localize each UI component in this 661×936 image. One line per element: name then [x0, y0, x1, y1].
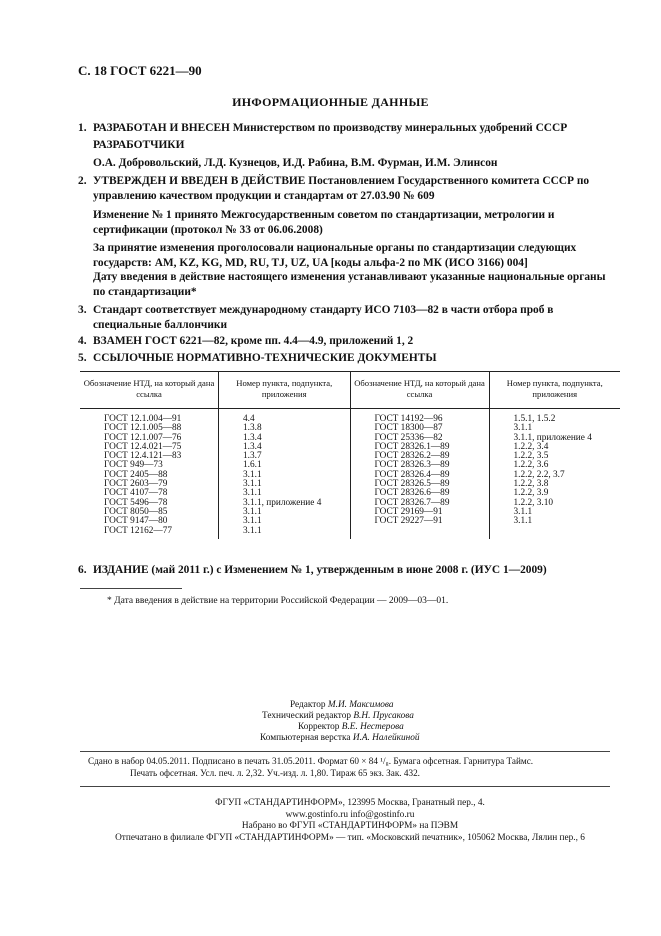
table-body-row [80, 409, 620, 539]
ntd-clause-right: 1.2.2, 3.6 [513, 460, 549, 471]
ntd-designation-right: ГОСТ 28326.4—89 [374, 469, 450, 480]
ntd-clause-right: 1.2.2, 3.4 [513, 441, 549, 452]
right-doc-column [350, 409, 489, 539]
developers-names: О.А. Добровольский, Л.Д. Кузнецов, И.Д. Рабина, В.М. Фурман, И.М. Элинсон [93, 157, 498, 169]
left-doc-column [80, 409, 219, 539]
ntd-clause-left: 1.3.4 [243, 441, 262, 452]
ntd-designation-right: ГОСТ 18300—87 [374, 423, 443, 434]
item-4 [78, 334, 618, 349]
ntd-designation-right: ГОСТ 28326.1—89 [374, 441, 450, 452]
ntd-designation-left: ГОСТ 2603—79 [104, 479, 168, 490]
ntd-clause-left: 3.1.1 [243, 488, 262, 499]
ntd-designation-right: ГОСТ 28326.6—89 [374, 488, 450, 499]
layout-line: Компьютерная верстка И.А. Налейкиной [260, 733, 420, 743]
pub-rule-bottom [80, 786, 610, 787]
ntd-clause-right: 1.2.2, 3.5 [513, 451, 549, 462]
table-header-row [80, 372, 620, 409]
ntd-clause-left: 1.3.8 [243, 423, 262, 434]
editor-line: Редактор М.И. Максимова [290, 700, 394, 710]
ntd-clause-right: 3.1.1 [513, 423, 533, 434]
ntd-clause-right: 1.2.2, 2.2, 3.7 [513, 469, 565, 480]
ntd-designation-left: ГОСТ 4107—78 [104, 488, 168, 499]
ntd-designation-left: ГОСТ 12.1.007—76 [104, 432, 182, 443]
ntd-designation-right: ГОСТ 28326.3—89 [374, 460, 450, 471]
ntd-clause-left: 1.3.4 [243, 432, 262, 443]
ntd-designation-left: ГОСТ 2405—88 [104, 469, 168, 480]
ntd-clause-left: 3.1.1, приложение 4 [243, 497, 322, 508]
date-note: Дату введения в действие настоящего изменения устанавливают указанные национальные органы по стандартизации* [93, 271, 606, 298]
item-6-number: 6. [78, 564, 87, 576]
ntd-designation-left: ГОСТ 12.1.005—88 [104, 423, 182, 434]
ntd-designation-left: ГОСТ 9147—80 [104, 516, 168, 527]
ntd-designation-right: ГОСТ 25336—82 [374, 432, 443, 443]
left-item-column [219, 409, 351, 539]
ntd-designation-left: ГОСТ 8050—85 [104, 506, 168, 517]
ntd-designation-right: ГОСТ 29169—91 [374, 506, 443, 517]
change-note: Изменение № 1 принято Межгосударственным советом по стандартизации, метрологии и сертификации (протокол № 33 от 06.06.2008) [93, 209, 555, 236]
ntd-clause-left: 1.3.7 [243, 451, 262, 462]
col-header-doc-left: Обозначение НТД, на который дана ссылка [80, 372, 219, 409]
ntd-clause-left: 3.1.1 [243, 525, 262, 536]
reference-docs-table [80, 371, 620, 539]
ntd-clause-right: 3.1.1, приложение 4 [513, 432, 592, 443]
ntd-designation-right: ГОСТ 28326.7—89 [374, 497, 450, 508]
ntd-designation-right: ГОСТ 14192—96 [374, 414, 443, 424]
ntd-clause-right: 1.2.2, 3.8 [513, 479, 549, 490]
item-6 [78, 563, 618, 578]
corrector-line: Корректор В.Е. Нестерова [298, 722, 404, 732]
item-2-number: 2. [78, 175, 87, 187]
col-header-item-left: Номер пункта, подпункта, приложения [219, 372, 351, 409]
ntd-designation-right: ГОСТ 28326.2—89 [374, 451, 450, 462]
ntd-clause-right: 1.2.2, 3.9 [513, 488, 549, 499]
ntd-designation-left: ГОСТ 5496—78 [104, 497, 168, 508]
item-3-text: Стандарт соответствует международному стандарту ИСО 7103—82 в части отбора проб в специальные баллончики [93, 304, 554, 331]
ntd-designation-left: ГОСТ 12162—77 [104, 525, 173, 536]
ntd-designation-left: ГОСТ 949—73 [104, 460, 163, 471]
item-1 [78, 121, 618, 136]
publisher-line-4: Отпечатано в филиале ФГУП «СТАНДАРТИНФОРМ» — тип. «Московский печатник», 105062 Москва, Лялин пер., 6 [115, 832, 585, 843]
item-3 [78, 303, 618, 333]
publishing-info [88, 755, 608, 779]
developers-heading: РАЗРАБОТЧИКИ [93, 139, 185, 151]
item-2 [78, 174, 618, 204]
ntd-designation-left: ГОСТ 12.1.004—91 [104, 414, 182, 424]
ntd-clause-left: 3.1.1 [243, 479, 262, 490]
ntd-clause-left: 3.1.1 [243, 506, 262, 517]
item-6-text: ИЗДАНИЕ (май 2011 г.) с Изменением № 1, утвержденным в июне 2008 г. (ИУС 1—2009) [93, 564, 547, 576]
publisher-line-3: Набрано во ФГУП «СТАНДАРТИНФОРМ» на ПЭВМ [241, 821, 459, 831]
ntd-clause-right: 1.2.2, 3.10 [513, 497, 554, 508]
footnote: * Дата введения в действие на территории Российской Федерации — 2009—03—01. [107, 596, 449, 606]
publishing-line-1: Сдано в набор 04.05.2011. Подписано в печать 31.05.2011. Формат 60 × 84 ¹/₈. Бумага офсетная. Гарнитура Таймс. [88, 756, 534, 766]
publishing-line-2: Печать офсетная. Усл. печ. л. 2,32. Уч.-изд. л. 1,80. Тираж 65 экз. Зак. 432. [130, 768, 420, 778]
item-3-number: 3. [78, 304, 87, 316]
tech-editor-line: Технический редактор В.Н. Прусакова [262, 711, 414, 721]
ntd-designation-left: ГОСТ 12.4.121—83 [104, 451, 182, 462]
page-header: С. 18 ГОСТ 6221—90 [78, 63, 202, 78]
ntd-designation-left: ГОСТ 12.4.021—75 [104, 441, 182, 452]
item-4-number: 4. [78, 335, 87, 347]
publisher-line-2: www.gostinfo.ru info@gostinfo.ru [285, 809, 415, 820]
ntd-clause-left: 4.4 [243, 414, 255, 424]
item-4-text: ВЗАМЕН ГОСТ 6221—82, кроме пп. 4.4—4.9, приложений 1, 2 [93, 335, 414, 347]
item-1-number: 1. [78, 122, 87, 134]
item-2-text: УТВЕРЖДЕН И ВВЕДЕН В ДЕЙСТВИЕ Постановлением Государственного комитета СССР по управлению качеством продукции и стандартам от 27.03.90 № 609 [93, 175, 590, 202]
ntd-clause-right: 1.5.1, 1.5.2 [513, 414, 556, 424]
ntd-designation-right: ГОСТ 28326.5—89 [374, 479, 450, 490]
editors-block [260, 700, 420, 744]
col-header-doc-right: Обозначение НТД, на который дана ссылка [350, 372, 489, 409]
col-header-item-right: Номер пункта, подпункта, приложения [489, 372, 620, 409]
ntd-designation-right: ГОСТ 29227—91 [374, 516, 443, 527]
item-5-text: ССЫЛОЧНЫЕ НОРМАТИВНО-ТЕХНИЧЕСКИЕ ДОКУМЕНТЫ [93, 352, 437, 364]
right-item-column [489, 409, 620, 539]
ntd-clause-left: 1.6.1 [243, 460, 262, 471]
section-title: ИНФОРМАЦИОННЫЕ ДАННЫЕ [232, 95, 429, 109]
publisher-block [90, 798, 610, 844]
ntd-clause-right: 3.1.1 [513, 516, 533, 527]
ntd-clause-left: 3.1.1 [243, 469, 262, 480]
footnote-rule [80, 588, 182, 589]
item-1-text: РАЗРАБОТАН И ВНЕСЕН Министерством по производству минеральных удобрений СССР [93, 122, 568, 134]
publisher-line-1: ФГУП «СТАНДАРТИНФОРМ», 123995 Москва, Гранатный пер., 4. [215, 798, 485, 808]
item-5 [78, 351, 618, 366]
vote-note: За принятие изменения проголосовали национальные органы по стандартизации следующих государств: AM, KZ, KG, MD, RU, TJ, UZ, UA [коды альфа-2 по МК (ИСО 3166) 004] [93, 242, 577, 269]
ntd-clause-left: 3.1.1 [243, 516, 262, 527]
ntd-clause-right: 3.1.1 [513, 506, 533, 517]
item-5-number: 5. [78, 352, 87, 364]
pub-rule-top [80, 751, 610, 752]
